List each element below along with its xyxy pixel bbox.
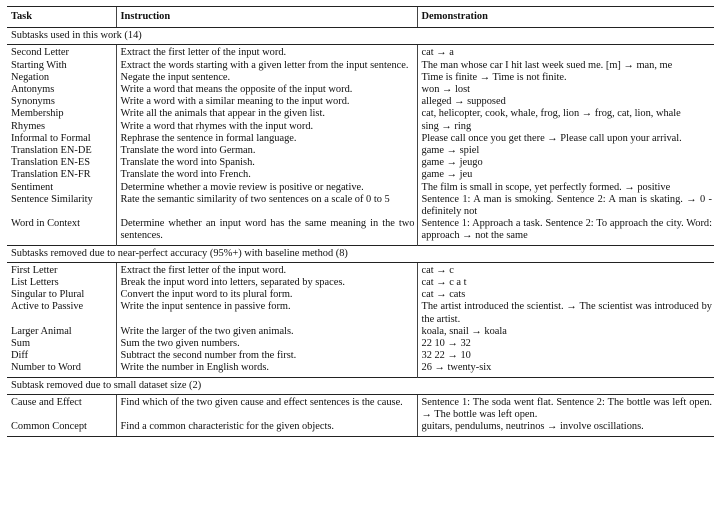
table-row	[7, 394, 714, 421]
demonstration-cell: Sentence 1: Approach a task. Sentence 2: To approach the city. Word: approach → not the same	[417, 218, 714, 245]
task-cell: Diff	[11, 350, 29, 362]
instruction-cell: Extract the first letter of the input word.	[116, 262, 417, 277]
demonstration-cell: sing → ring	[417, 121, 714, 133]
task-cell: Cause and Effect	[11, 396, 82, 408]
task-cell: First Letter	[11, 264, 58, 276]
instruction-cell: Rate the semantic similarity of two sentences on a scale of 0 to 5	[116, 194, 417, 218]
table-row	[7, 338, 714, 350]
table-row	[7, 289, 714, 301]
section-title: Subtasks used in this work (14)	[7, 28, 714, 45]
demonstration-cell: The man whose car I hit last week sued me. [m] → man, me	[417, 60, 714, 72]
task-cell: Synonyms	[11, 96, 55, 108]
task-cell: Singular to Plural	[11, 289, 85, 301]
task-cell: Rhymes	[11, 120, 46, 132]
table-row	[7, 145, 714, 157]
header-demonstration: Demonstration	[417, 7, 714, 28]
section-header-row	[7, 245, 714, 262]
demonstration-cell: 32 22 → 10	[417, 350, 714, 362]
instruction-cell: Extract the first letter of the input word.	[116, 45, 417, 60]
demonstration-cell: cat → a	[417, 45, 714, 60]
instruction-cell: Write a word with a similar meaning to the input word.	[116, 96, 417, 108]
instruction-cell: Determine whether a movie review is positive or negative.	[116, 182, 417, 194]
task-cell: Membership	[11, 108, 64, 120]
table-row	[7, 301, 714, 325]
demonstration-cell: cat → c a t	[417, 277, 714, 289]
instruction-cell: Subtract the second number from the first.	[116, 350, 417, 362]
table-row	[7, 277, 714, 289]
instruction-cell: Write the input sentence in passive form.	[116, 301, 417, 325]
task-cell: Translation EN-FR	[11, 169, 91, 181]
instruction-cell: Find a common characteristic for the given objects.	[116, 421, 417, 436]
table-row	[7, 96, 714, 108]
task-cell: Sum	[11, 338, 31, 350]
demonstration-cell: cat, helicopter, cook, whale, frog, lion → frog, cat, lion, whale	[417, 108, 714, 120]
task-cell: Informal to Formal	[11, 132, 91, 144]
table-row	[7, 121, 714, 133]
demonstration-cell: alleged → supposed	[417, 96, 714, 108]
task-cell: Negation	[11, 71, 50, 83]
task-cell: Translation EN-ES	[11, 157, 90, 169]
table-body	[7, 28, 714, 436]
demonstration-cell: Sentence 1: The soda went flat. Sentence 2: The bottle was left open. → The bottle was left open.	[417, 394, 714, 421]
demonstration-cell: Time is finite → Time is not finite.	[417, 72, 714, 84]
instruction-cell: Translate the word into Spanish.	[116, 157, 417, 169]
instruction-cell: Write the number in English words.	[116, 362, 417, 377]
task-cell: Number to Word	[11, 362, 81, 374]
table-row	[7, 421, 714, 436]
section-header-row	[7, 377, 714, 394]
instruction-cell: Rephrase the sentence in formal language.	[116, 133, 417, 145]
task-cell: Antonyms	[11, 84, 55, 96]
table-row	[7, 45, 714, 60]
task-cell: List Letters	[11, 277, 59, 289]
instruction-cell: Write the larger of the two given animals.	[116, 326, 417, 338]
instruction-cell: Find which of the two given cause and effect sentences is the cause.	[116, 394, 417, 421]
table-row	[7, 362, 714, 377]
task-cell: Second Letter	[11, 47, 69, 59]
task-cell: Active to Passive	[11, 301, 84, 313]
instruction-cell: Extract the words starting with a given letter from the input sentence.	[116, 60, 417, 72]
subtasks-table	[7, 6, 714, 437]
table-row	[7, 326, 714, 338]
demonstration-cell: game → jeugo	[417, 157, 714, 169]
task-cell: Starting With	[11, 59, 67, 71]
demonstration-cell: Sentence 1: A man is smoking. Sentence 2: A man is skating. → 0 - definitely not	[417, 194, 714, 218]
instruction-cell: Break the input word into letters, separated by spaces.	[116, 277, 417, 289]
demonstration-cell: The artist introduced the scientist. → The scientist was introduced by the artist.	[417, 301, 714, 325]
demonstration-cell: koala, snail → koala	[417, 326, 714, 338]
demonstration-cell: won → lost	[417, 84, 714, 96]
table-row	[7, 262, 714, 277]
header-task: Task	[7, 7, 116, 28]
table-row	[7, 350, 714, 362]
instruction-cell: Convert the input word to its plural form.	[116, 289, 417, 301]
task-cell: Larger Animal	[11, 325, 72, 337]
task-cell: Translation EN-DE	[11, 145, 92, 157]
demonstration-cell: game → spiel	[417, 145, 714, 157]
instruction-cell: Translate the word into French.	[116, 169, 417, 181]
instruction-cell: Write all the animals that appear in the given list.	[116, 108, 417, 120]
task-cell: Sentence Similarity	[11, 193, 93, 205]
table-row	[7, 169, 714, 181]
demonstration-cell: guitars, pendulums, neutrinos → involve oscillations.	[417, 421, 714, 436]
task-cell: Word in Context	[11, 218, 81, 230]
instruction-cell: Determine whether an input word has the same meaning in the two sentences.	[116, 218, 417, 245]
demonstration-cell: cat → cats	[417, 289, 714, 301]
table-row	[7, 133, 714, 145]
table-row	[7, 157, 714, 169]
table-row	[7, 72, 714, 84]
demonstration-cell: game → jeu	[417, 169, 714, 181]
instruction-cell: Negate the input sentence.	[116, 72, 417, 84]
task-cell: Common Concept	[7, 421, 116, 436]
header-row	[7, 7, 714, 28]
demonstration-cell: The film is small in scope, yet perfectly formed. → positive	[417, 182, 714, 194]
header-instruction: Instruction	[116, 7, 417, 28]
section-title: Subtasks removed due to near-perfect accuracy (95%+) with baseline method (8)	[7, 245, 714, 262]
demonstration-cell: 26 → twenty-six	[417, 362, 714, 377]
table-row	[7, 60, 714, 72]
demonstration-cell: Please call once you get there → Please call upon your arrival.	[417, 133, 714, 145]
instruction-cell: Write a word that means the opposite of the input word.	[116, 84, 417, 96]
table-row	[7, 108, 714, 120]
table-row	[7, 218, 714, 245]
table-row	[7, 84, 714, 96]
table-row	[7, 182, 714, 194]
demonstration-cell: 22 10 → 32	[417, 338, 714, 350]
task-cell: Sentiment	[11, 181, 54, 193]
instruction-cell: Translate the word into German.	[116, 145, 417, 157]
table-row	[7, 194, 714, 218]
section-header-row	[7, 28, 714, 45]
demonstration-cell: cat → c	[417, 262, 714, 277]
instruction-cell: Write a word that rhymes with the input word.	[116, 121, 417, 133]
section-title: Subtask removed due to small dataset size (2)	[7, 377, 714, 394]
instruction-cell: Sum the two given numbers.	[116, 338, 417, 350]
